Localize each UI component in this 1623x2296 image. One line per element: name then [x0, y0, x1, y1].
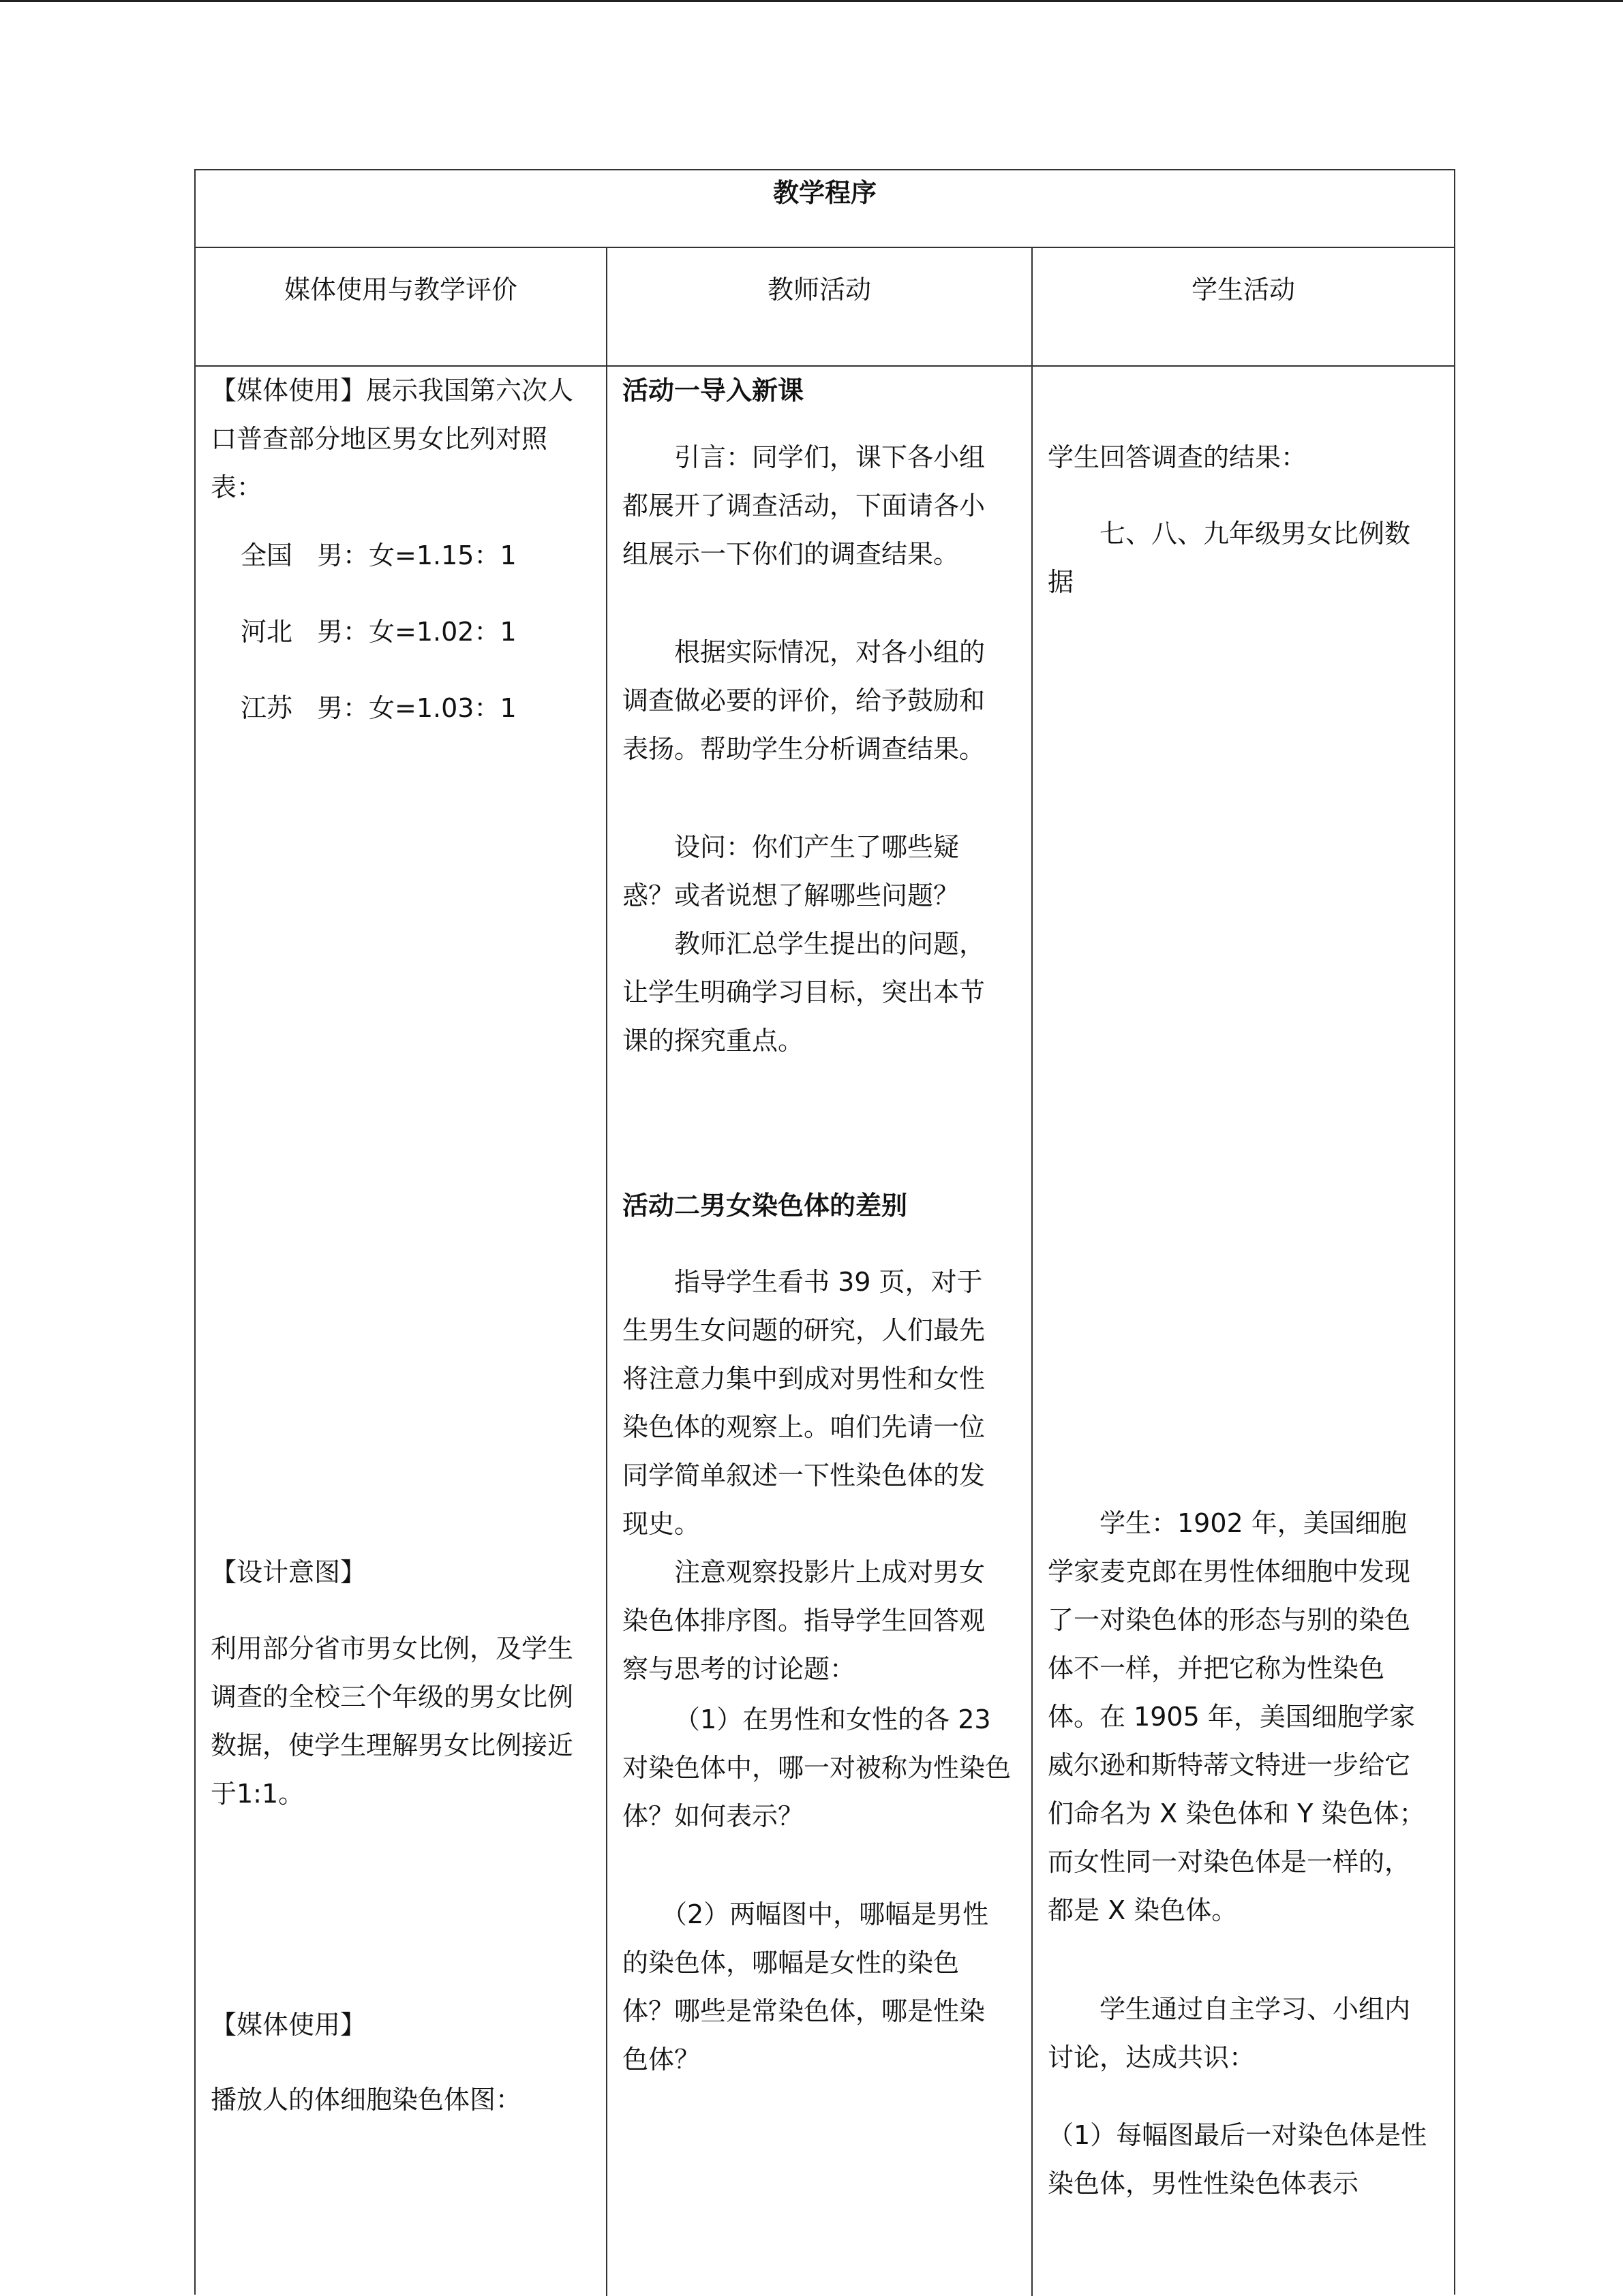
activity2-reading-guide: 指导学生看书 39 页，对于生男生女问题的研究，人们最先将注意力集中到成对男性和女性染色体的观察上。咱们先请一位同学简单叙述一下性染色体的发现史。: [622, 1267, 986, 1539]
media-use-text-2: 播放人的体细胞染色体图：: [211, 2085, 522, 2115]
ratio-value: 男：女=1.15：1: [317, 540, 517, 570]
media-use-text: 【媒体使用】展示我国第六次人口普查部分地区男女比列对照表：: [211, 376, 574, 502]
activity1-summary: 教师汇总学生提出的问题，让学生明确学习目标，突出本节课的探究重点。: [622, 929, 986, 1056]
activity2-question-2: （2）两幅图中，哪幅是男性的染色体，哪幅是女性的染色体？哪些是常染色体，哪是性染色体？: [622, 1899, 989, 2075]
student-conclusion-1: （1）每幅图最后一对染色体是性染色体，男性性染色体表示: [1048, 2120, 1427, 2199]
activity1-question: 设问：你们产生了哪些疑惑？或者说想了解哪些问题？: [622, 832, 960, 910]
media-evaluation-column: [196, 367, 606, 2296]
teacher-activity-column: [607, 367, 1031, 2296]
student-discussion: 学生通过自主学习、小组内讨论，达成共识：: [1048, 1994, 1411, 2072]
ratio-item: [241, 532, 595, 608]
ratio-list: [241, 532, 595, 761]
activity1-evaluation: 根据实际情况，对各小组的调查做必要的评价，给予鼓励和表扬。帮助学生分析调查结果。: [622, 637, 986, 764]
table-title: 教学程序: [196, 170, 1454, 248]
activity1-title: 活动一导入新课: [622, 376, 804, 405]
table-header-row: [196, 248, 1454, 367]
design-intent-text: 利用部分省市男女比例，及学生调查的全校三个年级的男女比例数据，使学生理解男女比例接近于1:1。: [211, 1634, 574, 1809]
student-history-answer: 学生：1902 年，美国细胞学家麦克郎在男性体细胞中发现了一对染色体的形态与别的染色体不一样，并把它称为性染色体。在 1905 年，美国细胞学家威尔逊和斯特蒂文特进一步给它们命名为 X 染色体和 Y 染色体；而女性同一对染色体是一样的，都是 X 染色体。: [1048, 1508, 1425, 1925]
ratio-region: 全国: [241, 540, 293, 570]
header-media-evaluation: 媒体使用与教学评价: [284, 275, 517, 305]
student-activity-column: [1033, 367, 1454, 2296]
ratio-item: [241, 684, 595, 761]
ratio-region: 河北: [241, 617, 293, 647]
student-grade-data: 七、八、九年级男女比例数据: [1048, 519, 1411, 597]
activity2-question-1: （1）在男性和女性的各 23 对染色体中，哪一对被称为性染色体？如何表示？: [622, 1704, 1012, 1831]
ratio-value: 男：女=1.03：1: [317, 693, 517, 723]
activity2-title: 活动二男女染色体的差别: [622, 1191, 908, 1221]
ratio-region: 江苏: [241, 693, 293, 723]
media-use-heading: 【媒体使用】: [211, 2010, 367, 2040]
page-top-border: [0, 0, 1623, 2]
ratio-value: 男：女=1.02：1: [317, 617, 517, 647]
activity1-intro: 引言：同学们，课下各小组都展开了调查活动，下面请各小组展示一下你们的调查结果。: [622, 442, 986, 569]
header-student-activity: 学生活动: [1191, 275, 1295, 305]
design-intent-heading: 【设计意图】: [211, 1557, 367, 1587]
header-teacher-activity: 教师活动: [767, 275, 871, 305]
activity2-observation: 注意观察投影片上成对男女染色体排序图。指导学生回答观察与思考的讨论题：: [622, 1557, 986, 1684]
teaching-procedure-table: [194, 169, 1455, 2295]
ratio-item: [241, 608, 595, 684]
student-answer-intro: 学生回答调查的结果：: [1048, 442, 1307, 472]
